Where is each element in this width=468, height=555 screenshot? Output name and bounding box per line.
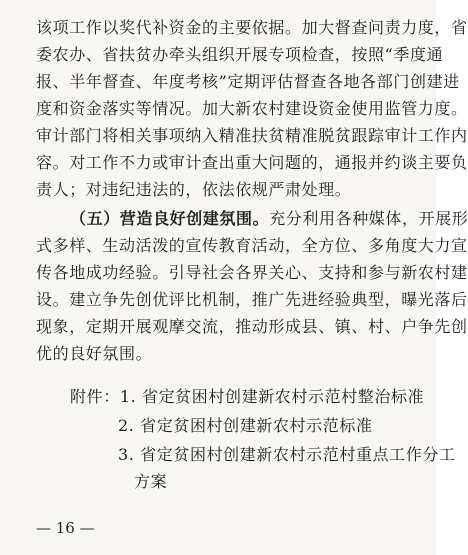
text-line [0, 176, 436, 204]
text-line [0, 259, 468, 287]
text-line [0, 95, 468, 123]
text-line [0, 68, 460, 96]
attachment-item: 3. 省定贫困村创建新农村示范村重点工作分工 [118, 445, 456, 464]
text-line-content: 充分利用各种媒体，开展形 [269, 209, 468, 228]
text-line-content: 度和资金落实等情况。加大新农村建设资金使用监管力度。 [36, 99, 468, 118]
attachment-line [0, 383, 436, 411]
text-line-content: 容。对工作不力或审计查出重大问题的，通报并约谈主要负 [36, 153, 468, 172]
text-line [0, 205, 468, 233]
text-line [0, 340, 436, 368]
attachments-label: 附件： [70, 387, 120, 406]
text-line [0, 313, 468, 341]
text-line-content: 责人；对违纪违法的，依法依规严肃处理。 [36, 180, 352, 199]
attachment-line [0, 412, 436, 440]
text-line-content: 该项工作以奖代补资金的主要依据。加大督查问责力度，省 [36, 18, 468, 37]
text-line [0, 232, 468, 260]
text-line [0, 122, 468, 150]
text-line [0, 41, 444, 69]
attachment-line [0, 441, 456, 469]
attachment-item: 2. 省定贫困村创建新农村示范标准 [118, 416, 373, 435]
text-line-content: 式多样、生动活泼的宣传教育活动，全方位、多角度大力宣 [36, 236, 468, 255]
section-heading: （五）营造良好创建氛围。 [70, 209, 270, 228]
text-line-content: 传各地成功经验。引导社会各界关心、支持和参与新农村建 [36, 263, 468, 282]
attachment-item: 方案 [134, 472, 168, 491]
text-line [0, 286, 468, 314]
text-line-content: 现象，定期开展观摩交流，推动形成县、镇、村、户争先创 [36, 317, 468, 336]
text-line-content: 审计部门将相关事项纳入精准扶贫精准脱贫跟踪审计工作内 [36, 126, 468, 145]
attachment-item: 1. 省定贫困村创建新农村示范村整治标准 [119, 387, 425, 406]
text-line [0, 149, 468, 177]
text-line-content: 优的良好氛围。 [36, 344, 153, 363]
text-line-content: 委农办、省扶贫办牵头组织开展专项检查，按照“季度通 [36, 45, 444, 64]
page-number: — 16 — [36, 519, 95, 537]
attachment-line [0, 468, 436, 496]
text-line [0, 14, 468, 42]
text-line-content: 设。建立争先创优评比机制，推广先进经验典型，曝光落后 [36, 290, 468, 309]
text-line-content: 报、半年督查、年度考核”定期评估督查各地各部门创建进 [36, 72, 460, 91]
